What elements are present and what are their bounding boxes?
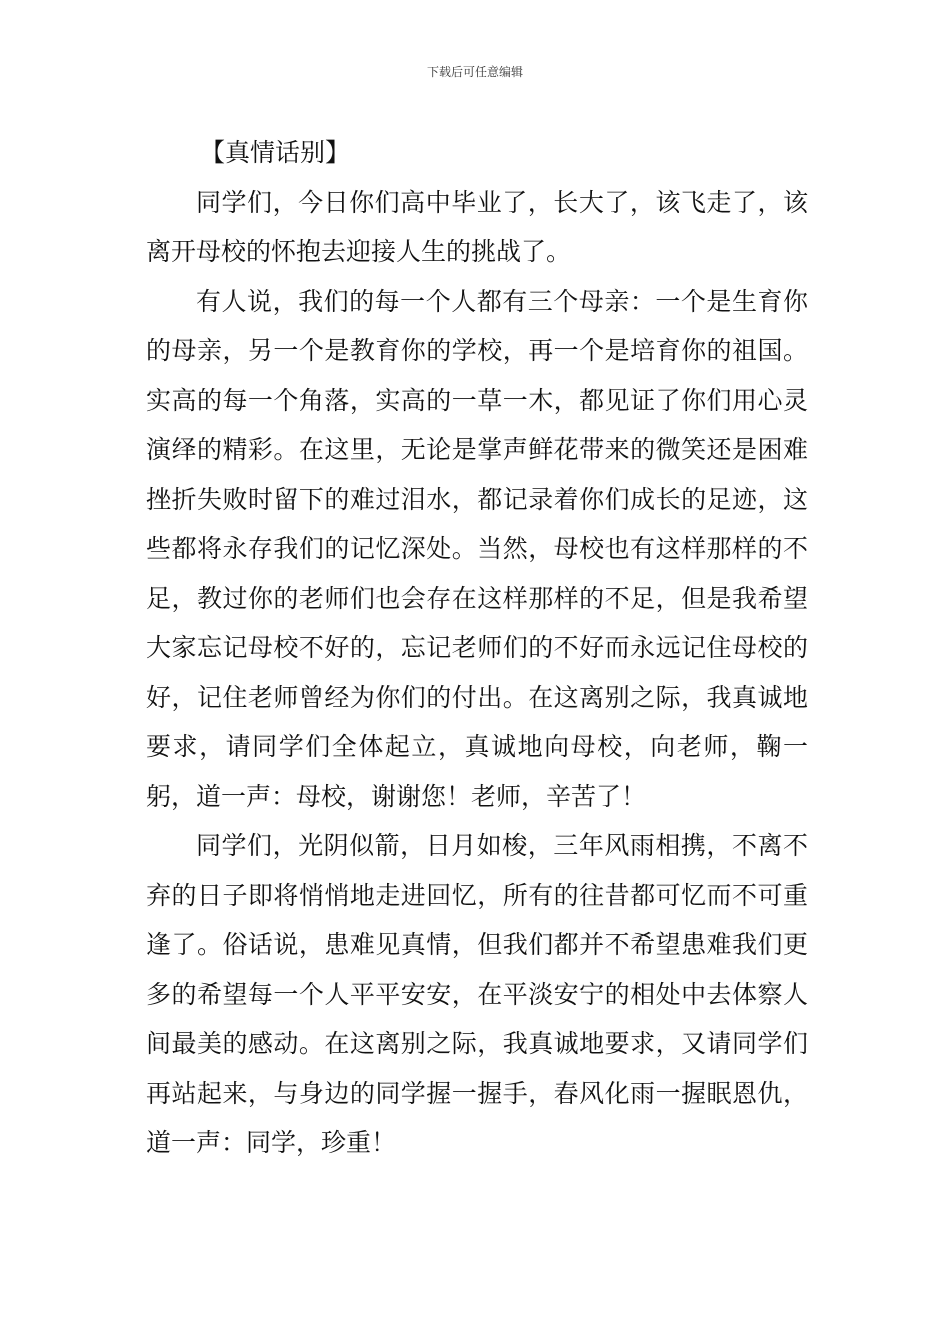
paragraph-3: 同学们，光阴似箭，日月如梭，三年风雨相携，不离不弃的日子即将悄悄地走进回忆，所有的往昔都可忆而不可重逢了。俗话说，患难见真情，但我们都并不希望患难我们更多的希望每一个人平平安安，在平淡安宁的相处中去体察人间最美的感动。在这离别之际，我真诚地要求，又请同学们再站起来，与身边的同学握一握手，春风化雨一握眠恩仇，道一声：同学，珍重！ [146,831,808,1157]
document-body [146,128,808,1168]
page-header-note: 下载后可任意编辑 [426,65,523,79]
paragraph-2: 有人说，我们的每一个人都有三个母亲：一个是生育你的母亲，另一个是教育你的学校，再一个是培育你的祖国。实高的每一个角落，实高的一草一木，都见证了你们用心灵演绎的精彩。在这里，无论是掌声鲜花带来的微笑还是困难挫折失败时留下的难过泪水，都记录着你们成长的足迹，这些都将永存我们的记忆深处。当然，母校也有这样那样的不足，教过你的老师们也会存在这样那样的不足，但是我希望大家忘记母校不好的，忘记老师们的不好而永远记住母校的好，记住老师曾经为你们的付出。在这离别之际，我真诚地要求，请同学们全体起立，真诚地向母校，向老师，鞠一躬，道一声：母校，谢谢您！老师，辛苦了！ [146,286,808,811]
section-title: 【真情话别】 [200,138,351,167]
paragraph-1: 同学们，今日你们高中毕业了，长大了，该飞走了，该离开母校的怀抱去迎接人生的挑战了。 [146,187,808,266]
